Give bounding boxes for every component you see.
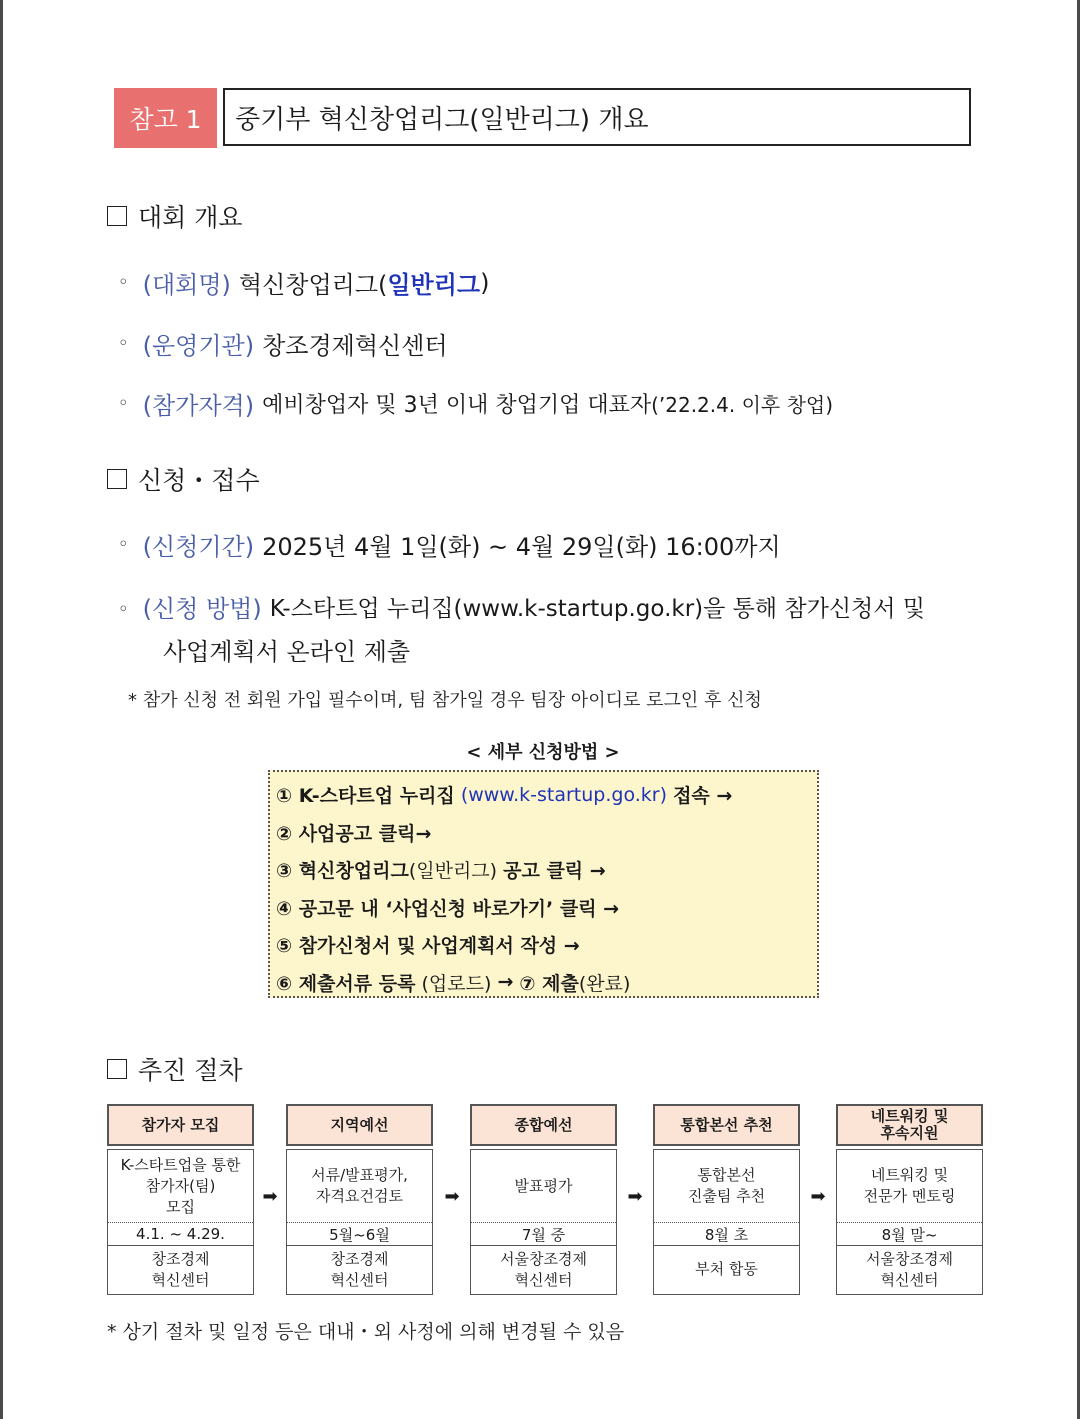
step6-arrow: →: [497, 971, 514, 994]
org-label: (운영기관): [142, 332, 255, 360]
stage-3: [470, 1104, 617, 1295]
period-label: (신청기간): [142, 533, 255, 561]
section-application-title: 신청・접수: [138, 466, 260, 495]
arrow-right-icon: ➡: [627, 1186, 643, 1207]
stage-5: [836, 1104, 983, 1295]
detail-step-3: [276, 851, 811, 889]
section-procedure-title: 추진 절차: [138, 1056, 243, 1085]
checkbox-square-icon: [107, 469, 127, 489]
detail-step-4: [276, 889, 811, 927]
checkbox-square-icon: [107, 206, 127, 226]
stage-header: 종합예선: [470, 1104, 617, 1146]
bullet-icon: ◦: [118, 534, 129, 555]
name-label: (대회명): [142, 271, 231, 299]
detail-step-5: [276, 926, 811, 964]
period-value: 2025년 4월 1일(화) ~ 4월 29일(화) 16:00까지: [262, 533, 781, 561]
arrow-right-icon: ➡: [810, 1186, 826, 1207]
section-overview-title: 대회 개요: [138, 203, 243, 232]
application-period-item: [118, 527, 781, 562]
stage-4: [653, 1104, 800, 1295]
bullet-icon: ◦: [118, 599, 129, 620]
step3-plain: (일반리그): [408, 860, 498, 883]
eligibility-value: 예비창업자 및 3년 이내 창업기업 대표자: [262, 393, 652, 418]
step1-url: (www.k-startup.go.kr): [460, 783, 668, 806]
overview-eligibility-item: [118, 386, 833, 421]
detail-title: < 세부 신청방법 >: [466, 742, 620, 763]
step6-plain: (업로드): [421, 972, 492, 995]
stage-date: 8월 초: [654, 1223, 799, 1246]
step7-bold: ⑦ 제출: [519, 972, 579, 995]
stage-description: K-스타트업을 통한 참가자(팀) 모집: [108, 1150, 253, 1223]
name-highlight: 일반리그: [387, 271, 481, 299]
stage-organizer: 서울창조경제 혁신센터: [866, 1249, 953, 1289]
stage-header: 네트워킹 및 후속지원: [836, 1104, 983, 1146]
stage-description: 발표평가: [471, 1150, 616, 1223]
method-line2: 사업계획서 온라인 제출: [163, 638, 411, 666]
org-value: 창조경제혁신센터: [262, 332, 448, 360]
step6-bold: ⑥ 제출서류 등록: [276, 972, 416, 995]
overview-name-item: [118, 265, 490, 300]
procedure-footnote: * 상기 절차 및 일정 등은 대내・외 사정에 의해 변경될 수 있음: [107, 1321, 625, 1343]
stage-date: 4.1. ~ 4.29.: [108, 1223, 253, 1246]
application-method-item: [118, 588, 980, 674]
checkbox-square-icon: [107, 1059, 127, 1079]
method-line1: K-스타트업 누리집(www.k-startup.go.kr)을 통해 참가신청서 및: [269, 596, 926, 622]
step3-tail: 공고 클릭 →: [503, 860, 606, 883]
stage-date: 7월 중: [471, 1223, 616, 1246]
stage-header: 지역예선: [286, 1104, 433, 1146]
stage-2: [286, 1104, 433, 1295]
method-label: (신청 방법): [142, 595, 262, 623]
overview-org-item: [118, 326, 448, 361]
stage-description: 서류/발표평가, 자격요건검토: [287, 1150, 432, 1223]
name-value: 혁신창업리그(: [238, 271, 388, 299]
step5: ⑤ 참가신청서 및 사업계획서 작성 →: [276, 935, 580, 958]
section-overview-heading: [107, 198, 243, 234]
stage-date: 8월 말~: [837, 1223, 982, 1246]
arrow-right-icon: ➡: [444, 1186, 460, 1207]
stage-header: 참가자 모집: [107, 1104, 254, 1146]
stage-organizer: 창조경제 혁신센터: [151, 1249, 210, 1289]
arrow-right-icon: ➡: [262, 1186, 278, 1207]
stage-organizer: 창조경제 혁신센터: [330, 1249, 389, 1289]
stage-date: 5월~6월: [287, 1223, 432, 1246]
stage-description: 네트워킹 및 전문가 멘토링: [837, 1150, 982, 1223]
stage-description: 통합본선 진출팀 추천: [654, 1150, 799, 1223]
eligibility-note: (’22.2.4. 이후 창업): [651, 393, 834, 417]
reference-badge: 참고 1: [114, 88, 217, 148]
detail-step-1: [276, 776, 811, 814]
page-left-border: [0, 0, 3, 1419]
step7-plain: (완료): [578, 972, 631, 995]
bullet-icon: ◦: [118, 272, 129, 293]
stage-organizer: 서울창조경제 혁신센터: [500, 1249, 587, 1289]
step1-tail: 접속 →: [673, 785, 733, 808]
application-note: * 참가 신청 전 회원 가입 필수이며, 팀 참가일 경우 팀장 아이디로 로그인 후 신청: [128, 690, 762, 711]
eligibility-label: (참가자격): [142, 392, 255, 420]
step3-bold: ③ 혁신창업리그: [276, 860, 409, 883]
bullet-icon: ◦: [118, 333, 129, 354]
reference-title: 중기부 혁신창업리그(일반리그) 개요: [223, 88, 971, 146]
step4: ④ 공고문 내 ‘사업신청 바로가기’ 클릭 →: [276, 897, 620, 920]
name-close: ): [480, 268, 490, 297]
step1-bold: ① K-스타트업 누리집: [276, 785, 455, 808]
detail-step-6: [276, 964, 811, 1002]
detail-box: [268, 770, 819, 998]
step2: ② 사업공고 클릭→: [276, 822, 432, 845]
section-procedure-heading: [107, 1051, 243, 1087]
stage-organizer: 부처 합동: [695, 1260, 758, 1278]
stage-1: [107, 1104, 254, 1295]
section-application-heading: [107, 461, 260, 497]
bullet-icon: ◦: [118, 393, 129, 414]
detail-step-2: [276, 814, 811, 852]
stage-header: 통합본선 추천: [653, 1104, 800, 1146]
